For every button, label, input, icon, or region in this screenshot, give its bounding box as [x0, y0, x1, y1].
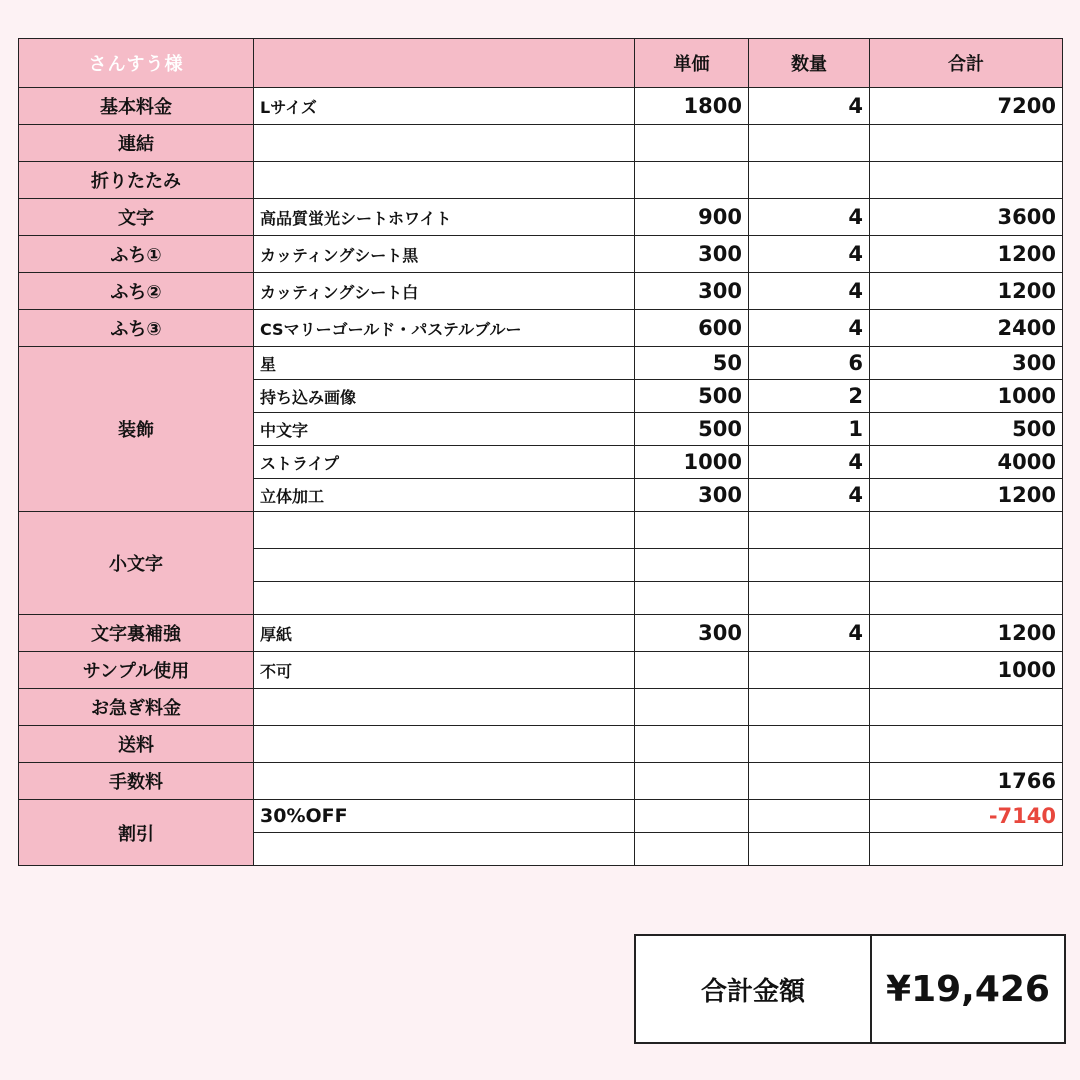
invoice-table	[18, 38, 1063, 866]
row-price	[635, 833, 749, 866]
row-item: ストライプ	[254, 446, 635, 479]
row-label: 文字	[19, 199, 254, 236]
row-item: CSマリーゴールド・パステルブルー	[254, 310, 635, 347]
row-base	[19, 88, 1063, 125]
row-price	[635, 763, 749, 800]
row-item: 中文字	[254, 413, 635, 446]
row-item	[254, 689, 635, 726]
row-label: ふち③	[19, 310, 254, 347]
row-price	[635, 125, 749, 162]
row-fold	[19, 162, 1063, 199]
row-qty	[749, 763, 870, 800]
row-item: カッティングシート白	[254, 273, 635, 310]
row-total: 7200	[870, 88, 1063, 125]
row-item: 不可	[254, 652, 635, 689]
row-item	[254, 833, 635, 866]
row-qty	[749, 512, 870, 549]
row-label: 基本料金	[19, 88, 254, 125]
header-unit-price: 単価	[635, 39, 749, 88]
row-total: 1000	[870, 380, 1063, 413]
row-qty: 4	[749, 236, 870, 273]
row-total	[870, 162, 1063, 199]
grand-total-box	[634, 934, 1066, 1044]
row-price	[635, 549, 749, 582]
row-price	[635, 582, 749, 615]
row-price	[635, 800, 749, 833]
row-label: 装飾	[19, 347, 254, 512]
row-total	[870, 726, 1063, 763]
row-price: 500	[635, 413, 749, 446]
row-price	[635, 689, 749, 726]
row-total: 3600	[870, 199, 1063, 236]
row-item: Lサイズ	[254, 88, 635, 125]
row-label: お急ぎ料金	[19, 689, 254, 726]
row-total: 1000	[870, 652, 1063, 689]
row-rush	[19, 689, 1063, 726]
row-price: 1000	[635, 446, 749, 479]
row-price: 300	[635, 273, 749, 310]
grand-total-value: ¥19,426	[886, 968, 1050, 1010]
row-item: 厚紙	[254, 615, 635, 652]
row-label: サンプル使用	[19, 652, 254, 689]
row-price: 50	[635, 347, 749, 380]
row-item: 高品質蛍光シートホワイト	[254, 199, 635, 236]
row-label: 割引	[19, 800, 254, 866]
discount-amount: -7140	[870, 800, 1063, 833]
row-text	[19, 199, 1063, 236]
row-edge3	[19, 310, 1063, 347]
row-qty	[749, 652, 870, 689]
row-qty: 4	[749, 273, 870, 310]
row-item: 星	[254, 347, 635, 380]
row-qty: 2	[749, 380, 870, 413]
row-qty: 4	[749, 615, 870, 652]
row-price: 1800	[635, 88, 749, 125]
row-item	[254, 512, 635, 549]
row-sample	[19, 652, 1063, 689]
row-qty: 4	[749, 479, 870, 512]
row-shipping	[19, 726, 1063, 763]
row-total: 300	[870, 347, 1063, 380]
row-item	[254, 549, 635, 582]
row-item: カッティングシート黒	[254, 236, 635, 273]
row-item	[254, 162, 635, 199]
row-total	[870, 125, 1063, 162]
row-price: 900	[635, 199, 749, 236]
row-item: 立体加工	[254, 479, 635, 512]
row-total: 1766	[870, 763, 1063, 800]
row-price	[635, 162, 749, 199]
row-item: 持ち込み画像	[254, 380, 635, 413]
row-total	[870, 512, 1063, 549]
header-subtotal: 合計	[870, 39, 1063, 88]
row-qty: 4	[749, 446, 870, 479]
row-qty: 4	[749, 310, 870, 347]
header-row	[19, 39, 1063, 88]
row-fee	[19, 763, 1063, 800]
row-item	[254, 763, 635, 800]
row-total: 1200	[870, 236, 1063, 273]
row-label: ふち①	[19, 236, 254, 273]
row-label: 折りたたみ	[19, 162, 254, 199]
row-price: 300	[635, 615, 749, 652]
row-total: 1200	[870, 615, 1063, 652]
row-item	[254, 726, 635, 763]
row-label: ふち②	[19, 273, 254, 310]
row-price	[635, 652, 749, 689]
row-item	[254, 125, 635, 162]
row-price	[635, 512, 749, 549]
row-item: 30%OFF	[254, 800, 635, 833]
row-qty	[749, 689, 870, 726]
row-qty	[749, 800, 870, 833]
row-qty	[749, 582, 870, 615]
header-quantity: 数量	[749, 39, 870, 88]
row-qty	[749, 726, 870, 763]
row-price: 600	[635, 310, 749, 347]
row-discount	[19, 800, 1063, 833]
row-label: 連結	[19, 125, 254, 162]
row-total: 500	[870, 413, 1063, 446]
row-price: 300	[635, 479, 749, 512]
row-reinforce	[19, 615, 1063, 652]
row-total: 4000	[870, 446, 1063, 479]
row-qty: 4	[749, 199, 870, 236]
row-small-text	[19, 512, 1063, 549]
row-label: 手数料	[19, 763, 254, 800]
row-qty	[749, 549, 870, 582]
row-total	[870, 582, 1063, 615]
row-edge1	[19, 236, 1063, 273]
grand-total-label: 合計金額	[636, 936, 872, 1042]
row-qty: 6	[749, 347, 870, 380]
row-qty	[749, 125, 870, 162]
header-item-blank	[254, 39, 635, 88]
row-label: 小文字	[19, 512, 254, 615]
row-qty	[749, 833, 870, 866]
row-price	[635, 726, 749, 763]
row-qty	[749, 162, 870, 199]
row-total: 1200	[870, 479, 1063, 512]
customer-name: さんすう様	[19, 39, 254, 88]
row-qty: 1	[749, 413, 870, 446]
row-price: 500	[635, 380, 749, 413]
row-total: 2400	[870, 310, 1063, 347]
row-total	[870, 549, 1063, 582]
row-link	[19, 125, 1063, 162]
row-item	[254, 582, 635, 615]
row-deco	[19, 347, 1063, 380]
row-total: 1200	[870, 273, 1063, 310]
row-total	[870, 689, 1063, 726]
row-total	[870, 833, 1063, 866]
row-label: 送料	[19, 726, 254, 763]
row-edge2	[19, 273, 1063, 310]
row-price: 300	[635, 236, 749, 273]
row-qty: 4	[749, 88, 870, 125]
row-label: 文字裏補強	[19, 615, 254, 652]
